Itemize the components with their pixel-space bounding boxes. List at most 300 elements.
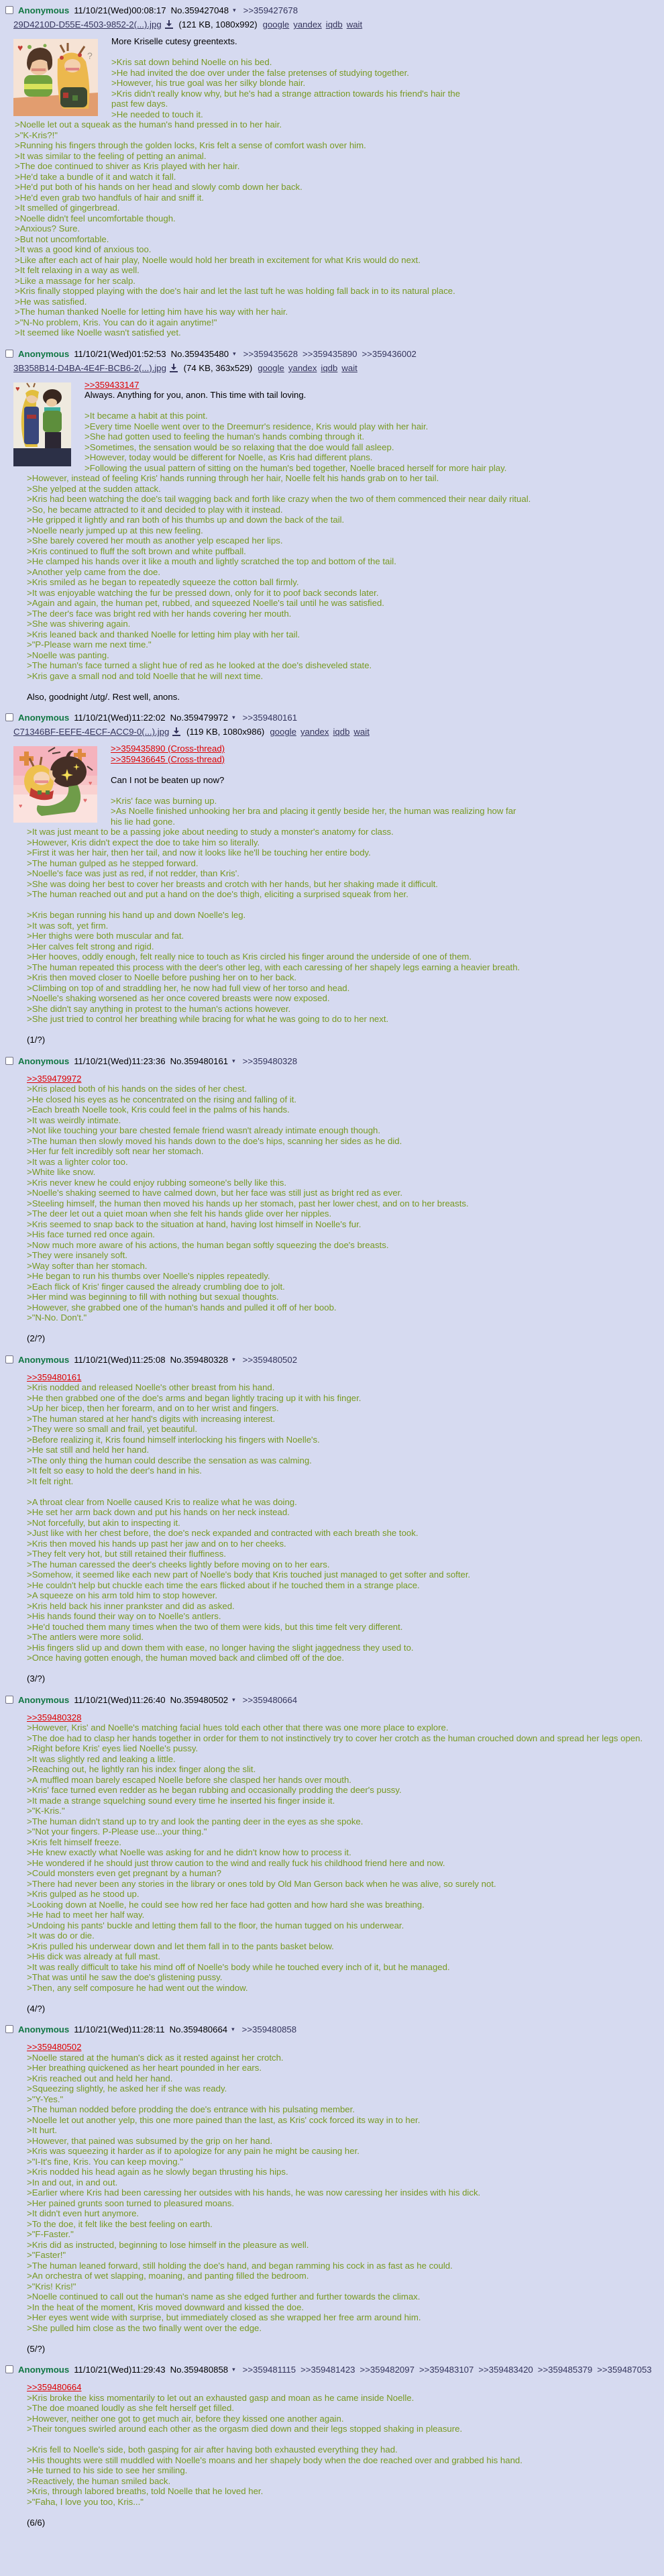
- greentext-line: >Kris then moved his hands up past her jaw and on to her cheeks.: [27, 1538, 286, 1549]
- post-number[interactable]: No.359480328: [170, 1354, 229, 1365]
- download-icon: [170, 364, 178, 372]
- greentext-line: >Kris leaned back and thanked Noelle for letting him play with her tail.: [27, 629, 300, 639]
- greentext-line: >Squeezing slightly, he asked her if she was ready.: [27, 2083, 227, 2094]
- post-menu-arrow-icon[interactable]: ▾: [232, 714, 235, 721]
- greentext-line: >Reactively, the human smiled back.: [27, 2475, 171, 2486]
- thread-image-thumbnail: [13, 39, 98, 116]
- greentext-line: >However, that pained was subsumed by the grip on her hand.: [27, 2135, 273, 2146]
- greentext-line: >Not like touching your bare chested female friend wasn't already intimate enough though.: [27, 1125, 381, 1135]
- backlink[interactable]: >>359485379: [537, 2365, 593, 2375]
- greentext-line: >Noelle's face was just as red, if not redder, than Kris'.: [27, 868, 239, 878]
- post-checkbox[interactable]: [5, 350, 13, 358]
- greentext-line: >Kris gave a small nod and told Noelle that he will next time.: [27, 670, 264, 681]
- greentext-line: >She was doing her best to cover her breasts and crotch with her hands, but her shaking made it difficult.: [27, 878, 438, 889]
- file-name-link[interactable]: C71346BF-EEFE-4ECF-ACC9-0(...).jpg: [13, 727, 170, 737]
- post-timestamp: 11/10/21(Wed)11:28:11: [74, 2024, 165, 2034]
- download-icon: [165, 20, 173, 29]
- post-content: [0, 2042, 664, 2354]
- file-search-link-yandex[interactable]: yandex: [300, 727, 329, 737]
- greentext-line: >Kris felt himself freeze.: [27, 1837, 122, 1847]
- backlink[interactable]: >>359427678: [243, 5, 298, 15]
- quotelink-line: [27, 2382, 651, 2393]
- greentext-line: >It felt right.: [27, 1476, 74, 1486]
- greentext-line: >It was a good kind of anxious too.: [15, 244, 152, 254]
- greentext-line: >He turned to his side to see her smiling.: [27, 2465, 188, 2475]
- backlink[interactable]: >>359481115: [242, 2365, 296, 2375]
- poster-name: Anonymous: [18, 2365, 70, 2375]
- post-menu-arrow-icon[interactable]: ▾: [232, 1057, 235, 1064]
- post-number[interactable]: No.359427048: [170, 5, 229, 15]
- greentext-line: >Earlier where Kris had been caressing her outsides with his hands, he was now caressing her insides with his dick.: [27, 2187, 481, 2198]
- post-content: [0, 1372, 664, 1684]
- greentext-line: >It made a strange squelching sound every time he inserted his finger inside it.: [27, 1795, 335, 1806]
- greentext-line: >So, he became attracted to it and decided to play with it instead.: [27, 504, 283, 515]
- post-message: [15, 36, 651, 338]
- greentext-line: >Not forcefully, but akin to inspecting it.: [27, 1517, 180, 1528]
- greentext-line: >However, Kris' and Noelle's matching facial hues told each other that there was one more place to explore.: [27, 1722, 449, 1733]
- greentext-line: >Kris seemed to snap back to the situation at hand, having lost himself in Noelle's fur.: [27, 1219, 362, 1229]
- quotelink-line: [27, 1372, 651, 1383]
- greentext-line: >"K-Kris?!": [15, 130, 58, 140]
- text-line: (3/?): [27, 1673, 46, 1684]
- post-content: [0, 743, 664, 1045]
- greentext-line: >However, she grabbed one of the human's hands and pulled it off of her boob.: [27, 1302, 337, 1312]
- svg-text:♥: ♥: [19, 803, 23, 809]
- post-timestamp: 11/10/21(Wed)01:52:53: [74, 348, 166, 359]
- reply-post: [0, 2362, 664, 2528]
- post-number[interactable]: No.359480502: [170, 1694, 229, 1705]
- greentext-line: >It felt so easy to hold the deer's hand in his.: [27, 1465, 202, 1476]
- post-checkbox[interactable]: [5, 713, 13, 721]
- file-meta: (121 KB, 1080x992): [176, 19, 258, 30]
- greentext-line: >Kris continued to fluff the soft brown and white puffball.: [27, 546, 246, 556]
- blank-line: [27, 1663, 651, 1674]
- file-search-link-google[interactable]: google: [262, 19, 290, 30]
- greentext-line: >Kris placed both of his hands on the sides of her chest.: [27, 1084, 247, 1094]
- text-line: More Kriselle cutesy greentexts.: [111, 36, 237, 46]
- blank-line: [27, 2507, 651, 2518]
- post-checkbox[interactable]: [5, 1057, 13, 1065]
- greentext-line: >Their tongues swirled around each other as the orgasm died down and their legs stopped shaking in pleasure.: [27, 2424, 463, 2434]
- reply-post: [0, 1053, 664, 1344]
- text-line: Can I not be beaten up now?: [111, 774, 225, 785]
- greentext-line: >Kris pulled his underwear down and let them fall in to the pants basket below.: [27, 1941, 334, 1951]
- greentext-line: >The human repeated this process with the deer's other leg, with each caressing of her shapely legs earning a heavier breath.: [27, 962, 520, 972]
- backlink[interactable]: >>359435890: [302, 348, 357, 359]
- greentext-line: >He gripped it lightly and ran both of his thumbs up and down the back of the tail.: [27, 515, 345, 525]
- greentext-line: >Her thighs were both muscular and fat.: [27, 931, 184, 941]
- greentext-line: >Noelle continued to call out the human's name as she edged further and further towards the climax.: [27, 2291, 421, 2302]
- greentext-line: >His face turned red once again.: [27, 1229, 155, 1239]
- blank-line: [27, 785, 651, 796]
- greentext-line: >He set her arm back down and put his hands on her neck instead.: [27, 1507, 290, 1517]
- svg-text:♥: ♥: [83, 797, 87, 805]
- greentext-line: >Kris sat down behind Noelle on his bed.: [111, 57, 272, 67]
- greentext-line: >As Noelle finished unhooking her bra and placing it gently beside her, the human was realizing how far: [111, 806, 516, 816]
- greentext-line: >Her breathing quickened as her heart pounded in her ears.: [27, 2063, 262, 2073]
- backlink[interactable]: >>359482097: [359, 2365, 414, 2375]
- greentext-line: >She pulled him close as the two finally went over the edge.: [27, 2322, 262, 2333]
- post-menu-arrow-icon[interactable]: ▾: [233, 7, 236, 13]
- file-info: [13, 362, 664, 374]
- greentext-line: >It was just meant to be a passing joke about needing to study a monster's anatomy for class.: [27, 827, 394, 837]
- greentext-line: >Her hooves, oddly enough, felt really nice to touch as Kris circled his finger around the underside of one of them.: [27, 951, 472, 962]
- greentext-line: >It was weirdly intimate.: [27, 1115, 121, 1125]
- post-message: [27, 1712, 651, 2014]
- greentext-line: >It was do or die.: [27, 1930, 95, 1941]
- greentext-line: >However, his true goal was her silky blonde hair.: [111, 78, 306, 88]
- quotelink-line: [27, 1074, 651, 1084]
- greentext-line: >Kris did as instructed, beginning to lose himself in the pleasure as well.: [27, 2239, 309, 2250]
- text-line: (5/?): [27, 2343, 46, 2354]
- image-thumbnail-link[interactable]: [13, 39, 98, 116]
- post-header: [5, 2023, 664, 2036]
- greentext-line: >The human then slowly moved his hands down to the doe's hips, scanning her sides as he did.: [27, 1135, 402, 1146]
- poster-name: Anonymous: [18, 1354, 70, 1365]
- text-line: (1/?): [27, 1035, 46, 1045]
- blank-line: [27, 900, 651, 911]
- greentext-line: >She had gotten used to feeling the human's hands combing through it.: [85, 431, 365, 442]
- post-message: [27, 2382, 651, 2528]
- file-name-link[interactable]: 29D4210D-D55E-4503-9852-2(...).jpg: [13, 19, 162, 30]
- text-line: (4/?): [27, 2003, 46, 2014]
- post-menu-arrow-icon[interactable]: ▾: [233, 350, 236, 357]
- post-checkbox[interactable]: [5, 2025, 13, 2033]
- greentext-line: >It hurt.: [27, 2125, 58, 2135]
- quotelink[interactable]: >>359480328: [27, 1712, 82, 1722]
- post-header: [5, 1353, 664, 1366]
- post-number[interactable]: No.359480664: [169, 2024, 228, 2034]
- greentext-line: >Sometimes, the sensation would be so relaxing that the doe would fall asleep.: [85, 442, 394, 452]
- backlink[interactable]: >>359436002: [362, 348, 417, 359]
- thread: [0, 3, 664, 2528]
- greentext-line: >However, Kris didn't expect the doe to take him so literally.: [27, 837, 260, 847]
- poster-name: Anonymous: [18, 1055, 70, 1066]
- greentext-line: >"P-Please warn me next time.": [27, 639, 152, 650]
- greentext-line: >Another yelp came from the doe.: [27, 566, 161, 577]
- greentext-line: >Reaching out, he lightly ran his index finger along the slit.: [27, 1764, 256, 1774]
- quotelink[interactable]: >>359436645 (Cross-thread): [111, 754, 225, 764]
- quotelink-line: [27, 380, 651, 391]
- greentext-line: >It was enjoyable watching the fur be pressed down, only for it to poof back seconds later.: [27, 587, 379, 598]
- greentext-line: >Kris held back his inner prankster and did as asked.: [27, 1600, 235, 1611]
- image-thumbnail-link[interactable]: [13, 382, 71, 466]
- backlink[interactable]: >>359480328: [242, 1055, 298, 1066]
- svg-text:?: ?: [87, 50, 93, 61]
- quotelink[interactable]: >>359480161: [27, 1372, 82, 1382]
- greentext-line: >She didn't say anything in protest to the human's actions however.: [27, 1003, 291, 1014]
- greentext-line: >That was until he saw the doe's glistening pussy.: [27, 1972, 223, 1982]
- greentext-line: >The human nodded before prodding the doe's entrance with his pulsating member.: [27, 2104, 355, 2114]
- svg-text:♥: ♥: [89, 780, 93, 786]
- greentext-line: >Following the usual pattern of sitting on the human's bed together, Noelle braced herself for more hair play.: [85, 462, 507, 473]
- greentext-line: >The doe moaned loudly as she felt herself get filled.: [27, 2403, 234, 2413]
- greentext-line: >Kris fell to Noelle's side, both gasping for air after having both exhausted everything they had.: [27, 2444, 398, 2455]
- quotelink-line: [27, 2042, 651, 2053]
- file-meta: (74 KB, 363x529): [180, 362, 253, 373]
- greentext-line: >Again and again, the human pet, rubbed, and squeezed Noelle's tail until he was satisfied.: [27, 598, 384, 608]
- greentext-line: >Noelle was panting.: [27, 650, 109, 660]
- greentext-line: >He closed his eyes as he concentrated on the rising and falling of it.: [27, 1094, 297, 1104]
- greentext-line: >"Kris! Kris!": [27, 2281, 76, 2291]
- reply-image-thumbnail: [13, 382, 71, 466]
- post-header: [5, 1694, 664, 1706]
- greentext-line: >Up her bicep, then her forearm, and on to her wrist and fingers.: [27, 1403, 279, 1413]
- greentext-line: >The human didn't stand up to try and look the panting deer in the eyes as she spoke.: [27, 1816, 364, 1826]
- greentext-line: >She yelped at the sudden attack.: [27, 483, 161, 494]
- greentext-line: >The human thanked Noelle for letting him have his way with her hair.: [15, 307, 288, 317]
- quotelink[interactable]: >>359480664: [27, 2382, 82, 2392]
- post-timestamp: 11/10/21(Wed)11:22:02: [74, 713, 166, 723]
- greentext-line: >Kris gulped as he stood up.: [27, 1889, 140, 1899]
- backlink[interactable]: >>359480161: [242, 713, 298, 723]
- file-info: [13, 19, 664, 30]
- greentext-line: >The only thing the human could describe the sensation as was calming.: [27, 1455, 312, 1465]
- greentext-line: >Every time Noelle went over to the Dreemurr's residence, Kris would play with her hair.: [85, 421, 429, 431]
- greentext-line: >Like a massage for her scalp.: [15, 275, 135, 286]
- greentext-line: >He had to meet her half way.: [27, 1910, 145, 1920]
- greentext-line: >He clamped his hands over it like a mouth and lightly scratched the top and bottom of the tail.: [27, 556, 396, 566]
- greentext-line: >In the heat of the moment, Kris moved downward and kissed the doe.: [27, 2302, 305, 2312]
- blank-line: [15, 47, 651, 58]
- greentext-line: >The human reached out and put a hand on the doe's thigh, eliciting a surprised squeak from her.: [27, 889, 408, 899]
- greentext-line: >It was a lighter color too.: [27, 1156, 128, 1167]
- post-header: [5, 711, 664, 724]
- post-message: [27, 2042, 651, 2354]
- post-header: [5, 4, 664, 17]
- greentext-line: >"K-Kris.": [27, 1806, 65, 1816]
- blank-line: [27, 1323, 651, 1334]
- op-post: [0, 3, 664, 338]
- post-header: [5, 2363, 664, 2376]
- greentext-line: >A muffled moan barely escaped Noelle before she clasped her hands over mouth.: [27, 1774, 351, 1785]
- backlink[interactable]: >>359435628: [243, 348, 298, 359]
- greentext-line: >First it was her hair, then her tail, and now it looks like he'll be touching her entire body.: [27, 847, 371, 858]
- post-checkbox[interactable]: [5, 6, 13, 14]
- greentext-line: >The human gulped as he stepped forward.: [27, 858, 199, 868]
- backlink[interactable]: >>359481423: [300, 2365, 355, 2375]
- svg-text:♥: ♥: [15, 384, 20, 393]
- greentext-line: >Kris nodded and released Noelle's other breast from his hand.: [27, 1382, 275, 1392]
- post-number[interactable]: No.359479972: [170, 713, 229, 723]
- quotelink[interactable]: >>359435890 (Cross-thread): [111, 743, 225, 754]
- backlink[interactable]: >>359480502: [242, 1354, 298, 1365]
- quotelink-line: [27, 743, 651, 754]
- post-header: [5, 1055, 664, 1068]
- greentext-line: >He'd take a bundle of it and watch it fall.: [15, 171, 176, 182]
- post-number[interactable]: No.359435480: [170, 348, 229, 359]
- greentext-line: >It became a habit at this point.: [85, 411, 208, 421]
- post-menu-arrow-icon[interactable]: ▾: [232, 2366, 235, 2373]
- greentext-line: >It was really difficult to take his mind off of Noelle's body while he touched every inch of it, but he managed.: [27, 1961, 450, 1972]
- greentext-line: >It was similar to the feeling of petting an animal.: [15, 150, 207, 161]
- greentext-line: >Kris nodded his head again as he slowly began thrusting his hips.: [27, 2167, 288, 2177]
- file-search-link-iqdb[interactable]: iqdb: [333, 727, 350, 737]
- greentext-line: >"Faha, I love you too, Kris...": [27, 2496, 144, 2507]
- greentext-line: >Way softer than her stomach.: [27, 1260, 148, 1271]
- greentext-line: past few days.: [111, 99, 168, 109]
- blank-line: [27, 764, 651, 775]
- post-checkbox[interactable]: [5, 1355, 13, 1363]
- file-search-link-wait[interactable]: wait: [353, 727, 370, 737]
- greentext-line: >The doe continued to shiver as Kris played with her hair.: [15, 161, 240, 171]
- greentext-line: >He sat still and held her hand.: [27, 1445, 150, 1455]
- greentext-line: >Then, any self composure he had went out the window.: [27, 1982, 248, 1993]
- greentext-line: his lie had gone.: [111, 816, 176, 827]
- greentext-line: >Kris had been watching the doe's tail wagging back and forth like crazy when the two of them commenced their near daily ritual.: [27, 494, 531, 504]
- greentext-line: >The human's face turned a slight hue of red as he looked at the doe's disheveled state.: [27, 660, 372, 670]
- file-search-link-yandex[interactable]: yandex: [293, 19, 322, 30]
- greentext-line: >Right before Kris' eyes lied Noelle's pussy.: [27, 1743, 199, 1753]
- greentext-line: >Kris reached out and held her hand.: [27, 2073, 173, 2083]
- greentext-line: >"Faster!": [27, 2250, 66, 2260]
- post-message: [27, 1074, 651, 1344]
- blank-line: [27, 681, 651, 692]
- greentext-line: >He'd even grab two handfuls of hair and sniff it.: [15, 192, 204, 203]
- file-search-link-yandex[interactable]: yandex: [288, 362, 317, 373]
- greentext-line: >His fingers slid up and down them with ease, no longer having the slight jaggedness they used to.: [27, 1642, 414, 1653]
- greentext-line: >Kris began running his hand up and down Noelle's leg.: [27, 910, 246, 920]
- greentext-line: >White like snow.: [27, 1167, 96, 1177]
- backlink[interactable]: >>359483107: [419, 2365, 474, 2375]
- file-search-link-google[interactable]: google: [270, 727, 296, 737]
- greentext-line: >Noelle's shaking worsened as her once covered breasts were now exposed.: [27, 993, 330, 1003]
- file-search-link-wait[interactable]: wait: [346, 19, 363, 30]
- post-menu-arrow-icon[interactable]: ▾: [232, 1696, 235, 1703]
- greentext-line: >An orchestra of wet slapping, moaning, and panting filled the bedroom.: [27, 2271, 309, 2281]
- greentext-line: >He couldn't help but chuckle each time the ears flicked about if he touched them in a strange place.: [27, 1580, 420, 1590]
- text-line: (2/?): [27, 1333, 46, 1343]
- post-message: [27, 380, 651, 703]
- greentext-line: >Noelle let out a squeak as the human's hand pressed in to her hair.: [15, 119, 282, 130]
- greentext-line: >Noelle's shaking seemed to have calmed down, but her face was still just as bright red as ever.: [27, 1188, 402, 1198]
- post-content: [0, 380, 664, 703]
- text-line: (6/6): [27, 2517, 46, 2528]
- text-line: Always. Anything for you, anon. This time with tail loving.: [85, 390, 307, 400]
- greentext-line: >It was slightly red and leaking a little.: [27, 1753, 176, 1764]
- blank-line: [27, 2333, 651, 2344]
- greentext-line: >"Not your fingers. P-Please use...your thing.": [27, 1826, 207, 1837]
- backlink[interactable]: >>359480858: [241, 2024, 297, 2034]
- file-search-link-iqdb[interactable]: iqdb: [325, 19, 343, 30]
- greentext-line: >Noelle nearly jumped up at this new feeling.: [27, 525, 203, 535]
- poster-name: Anonymous: [18, 713, 70, 723]
- greentext-line: >However, today would be different for Noelle, as Kris had different plans.: [85, 452, 373, 462]
- greentext-line: >Her pained grunts soon turned to pleasured moans.: [27, 2198, 235, 2208]
- greentext-line: >He knew exactly what Noelle was asking for and he didn't know how to process it.: [27, 1847, 351, 1857]
- greentext-line: >Climbing on top of and straddling her, he now had full view of her torso and head.: [27, 982, 350, 993]
- backlink[interactable]: >>359483420: [478, 2365, 533, 2375]
- greentext-line: >He began to run his thumbs over Noelle's nipples repeatedly.: [27, 1271, 270, 1281]
- greentext-line: >He wondered if he should just throw caution to the wind and really fuck his childhood friend here and now.: [27, 1857, 445, 1868]
- post-message: [27, 743, 651, 1045]
- greentext-line: >"Y-Yes.": [27, 2094, 64, 2104]
- svg-text:♥: ♥: [17, 42, 23, 53]
- greentext-line: >It seemed like Noelle wasn't satisfied yet.: [15, 327, 181, 338]
- greentext-line: >The doe had to clasp her hands together in order for them to not instinctively try to cover her crotch as the human crouched down and spread her legs open.: [27, 1733, 643, 1743]
- greentext-line: >His dick was already at full mast.: [27, 1951, 160, 1961]
- post-number[interactable]: No.359480161: [170, 1055, 229, 1066]
- backlink[interactable]: >>359480664: [242, 1694, 298, 1705]
- greentext-line: >However, neither one got to get much air, before they kissed one another again.: [27, 2413, 344, 2424]
- post-checkbox[interactable]: [5, 2365, 13, 2373]
- greentext-line: >"N-No problem, Kris. You can do it again anytime!": [15, 317, 217, 327]
- greentext-line: >He'd put both of his hands on her head and slowly comb down her back.: [15, 182, 302, 192]
- greentext-line: >To the doe, it felt like the best feeling on earth.: [27, 2218, 213, 2229]
- greentext-line: >He had invited the doe over under the false pretenses of studying together.: [111, 67, 409, 78]
- file-search-link-wait[interactable]: wait: [341, 362, 357, 373]
- greentext-line: >Somehow, it seemed like each new part of Noelle's body that Kris touched just managed to get softer and softer.: [27, 1569, 471, 1580]
- greentext-line: >Steeling himself, the human then moved his hands up her stomach, past her lower chest, and on to her breasts.: [27, 1198, 469, 1208]
- poster-name: Anonymous: [18, 5, 70, 15]
- post-message: [27, 1372, 651, 1684]
- greentext-line: >His thoughts were still muddled with Noelle's moans and her shapely body when the doe reached over and grabbed his hand.: [27, 2455, 522, 2465]
- file-info: [13, 726, 664, 737]
- greentext-line: >Her mind was beginning to fill with nothing but sexual thoughts.: [27, 1292, 279, 1302]
- greentext-line: >His hands found their way on to Noelle's antlers.: [27, 1611, 221, 1621]
- reply-post: [0, 1352, 664, 1684]
- greentext-line: >The human caressed the deer's cheeks lightly before moving on to her ears.: [27, 1559, 330, 1569]
- greentext-line: >Noelle didn't feel uncomfortable though.: [15, 213, 176, 223]
- greentext-line: >He then grabbed one of the doe's arms and began lightly tracing up it with his finger.: [27, 1392, 362, 1403]
- blank-line: [27, 1486, 651, 1497]
- post-menu-arrow-icon[interactable]: ▾: [231, 2026, 235, 2032]
- post-timestamp: 11/10/21(Wed)00:08:17: [74, 5, 166, 15]
- post-timestamp: 11/10/21(Wed)11:23:36: [74, 1055, 166, 1066]
- greentext-line: >Like after each act of hair play, Noelle would hold her breath in excitement for what Kris would do next.: [15, 254, 421, 265]
- post-content: [0, 1074, 664, 1344]
- blank-line: [27, 1025, 651, 1035]
- greentext-line: >Kris' face turned even redder as he began rubbing and occasionally prodding the deer's pussy.: [27, 1785, 402, 1795]
- greentext-line: >He was satisfied.: [15, 296, 87, 307]
- backlink[interactable]: >>359487053: [597, 2365, 652, 2375]
- greentext-line: >However, instead of feeling Kris' hands running through her hair, Noelle felt his hands grab on to her tail.: [27, 473, 439, 483]
- post-timestamp: 11/10/21(Wed)11:25:08: [74, 1354, 166, 1365]
- quotelink[interactable]: >>359480502: [27, 2042, 82, 2052]
- file-name-link[interactable]: 3B358B14-D4BA-4E4F-BCB6-2(...).jpg: [13, 362, 166, 373]
- greentext-line: >He needed to touch it.: [111, 109, 203, 119]
- greentext-line: >Kris was squeezing it harder as if to apologize for any pain he might be causing her.: [27, 2146, 359, 2156]
- greentext-line: >Each flick of Kris' finger caused the already crumbling doe to jolt.: [27, 1281, 285, 1292]
- blank-line: [27, 1993, 651, 2004]
- greentext-line: >They were so small and frail, yet beautiful.: [27, 1424, 197, 1434]
- greentext-line: >Just like with her chest before, the doe's neck expanded and contracted with each breath she took.: [27, 1528, 419, 1538]
- file-search-link-google[interactable]: google: [258, 362, 284, 373]
- greentext-line: >Once having gotten enough, the human moved back and climbed off of the doe.: [27, 1653, 345, 1663]
- greentext-line: >Her fur felt incredibly soft near her stomach.: [27, 1146, 204, 1156]
- image-thumbnail-link[interactable]: [13, 746, 97, 823]
- greentext-line: >She just tried to control her breathing while bracing for what he was going to do to her next.: [27, 1014, 389, 1024]
- greentext-line: >"F-Faster.": [27, 2229, 74, 2239]
- poster-name: Anonymous: [18, 2024, 70, 2034]
- file-meta: (119 KB, 1080x986): [184, 727, 265, 737]
- post-number[interactable]: No.359480858: [170, 2365, 229, 2375]
- reply-post: [0, 710, 664, 1045]
- greentext-line: >Kris then moved closer to Noelle before pushing her on to her back.: [27, 972, 297, 982]
- file-search-link-iqdb[interactable]: iqdb: [321, 362, 338, 373]
- post-menu-arrow-icon[interactable]: ▾: [232, 1355, 235, 1363]
- reply-post: [0, 1692, 664, 2014]
- quotelink[interactable]: >>359433147: [85, 379, 140, 390]
- greentext-line: >Kris finally stopped playing with the doe's hair and let the last tuft he was holding fall back in to its natural place.: [15, 286, 455, 296]
- text-line: Also, goodnight /utg/. Rest well, anons.: [27, 691, 180, 702]
- greentext-line: >He'd touched them many times when the two of them were kids, but this time felt very different.: [27, 1621, 403, 1632]
- greentext-line: >"I-It's fine, Kris. You can keep moving.": [27, 2156, 183, 2167]
- quotelink[interactable]: >>359479972: [27, 1073, 82, 1084]
- greentext-line: >Kris didn't really know why, but he's had a strange attraction towards his friend's hair the: [111, 88, 461, 99]
- download-icon: [172, 727, 180, 736]
- post-checkbox[interactable]: [5, 1696, 13, 1704]
